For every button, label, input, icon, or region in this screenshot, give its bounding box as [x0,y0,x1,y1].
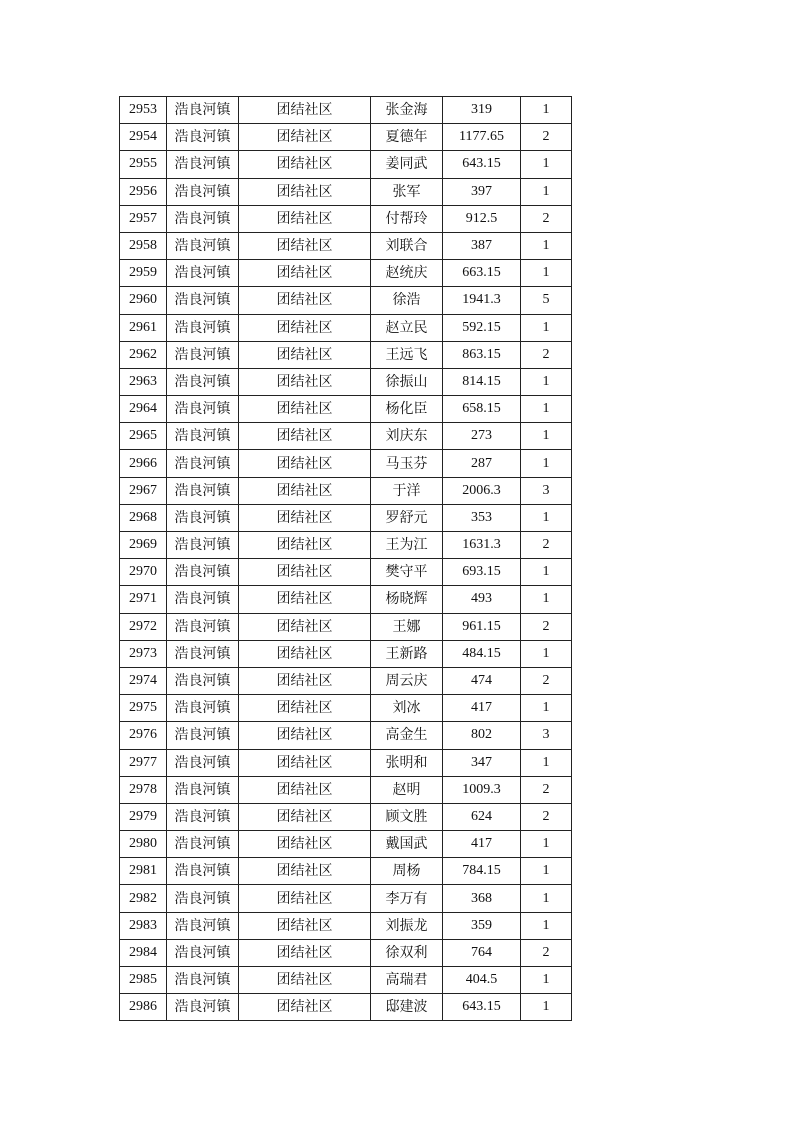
cell-person-name: 张金海 [371,97,443,124]
cell-person-name: 付帮玲 [371,205,443,232]
cell-household-size: 1 [521,885,572,912]
cell-town: 浩良河镇 [167,749,239,776]
cell-town: 浩良河镇 [167,885,239,912]
table-row [120,722,572,749]
cell-community: 团结社区 [239,885,371,912]
cell-household-size: 1 [521,232,572,259]
cell-community: 团结社区 [239,504,371,531]
table-row [120,885,572,912]
cell-serial-number: 2956 [120,178,167,205]
cell-amount: 624 [443,803,521,830]
cell-serial-number: 2965 [120,423,167,450]
cell-community: 团结社区 [239,722,371,749]
cell-town: 浩良河镇 [167,205,239,232]
cell-amount: 1941.3 [443,287,521,314]
cell-household-size: 3 [521,722,572,749]
cell-town: 浩良河镇 [167,178,239,205]
cell-household-size: 1 [521,97,572,124]
cell-household-size: 1 [521,260,572,287]
table-row [120,803,572,830]
cell-person-name: 赵立民 [371,314,443,341]
cell-amount: 814.15 [443,368,521,395]
cell-amount: 368 [443,885,521,912]
cell-serial-number: 2955 [120,151,167,178]
cell-person-name: 高金生 [371,722,443,749]
cell-town: 浩良河镇 [167,803,239,830]
cell-serial-number: 2978 [120,776,167,803]
cell-community: 团结社区 [239,803,371,830]
cell-town: 浩良河镇 [167,314,239,341]
cell-town: 浩良河镇 [167,613,239,640]
cell-town: 浩良河镇 [167,695,239,722]
cell-household-size: 2 [521,532,572,559]
cell-amount: 319 [443,97,521,124]
cell-household-size: 1 [521,967,572,994]
cell-amount: 961.15 [443,613,521,640]
cell-amount: 493 [443,586,521,613]
table-row [120,341,572,368]
cell-community: 团结社区 [239,912,371,939]
table-row [120,477,572,504]
cell-town: 浩良河镇 [167,287,239,314]
cell-amount: 764 [443,939,521,966]
cell-serial-number: 2976 [120,722,167,749]
cell-person-name: 戴国武 [371,831,443,858]
table-row [120,314,572,341]
cell-town: 浩良河镇 [167,532,239,559]
roster-table [119,96,572,1021]
cell-town: 浩良河镇 [167,722,239,749]
table-row [120,97,572,124]
table-row [120,205,572,232]
cell-serial-number: 2962 [120,341,167,368]
cell-town: 浩良河镇 [167,232,239,259]
cell-person-name: 张军 [371,178,443,205]
cell-household-size: 1 [521,314,572,341]
table-row [120,586,572,613]
cell-serial-number: 2967 [120,477,167,504]
cell-household-size: 1 [521,749,572,776]
cell-person-name: 张明和 [371,749,443,776]
cell-serial-number: 2979 [120,803,167,830]
cell-town: 浩良河镇 [167,97,239,124]
cell-person-name: 马玉芬 [371,450,443,477]
cell-person-name: 罗舒元 [371,504,443,531]
cell-person-name: 樊守平 [371,559,443,586]
cell-household-size: 2 [521,205,572,232]
cell-person-name: 邸建波 [371,994,443,1021]
table-row [120,967,572,994]
cell-person-name: 夏德年 [371,124,443,151]
cell-town: 浩良河镇 [167,368,239,395]
cell-household-size: 2 [521,939,572,966]
cell-amount: 353 [443,504,521,531]
cell-person-name: 李万有 [371,885,443,912]
cell-person-name: 姜同武 [371,151,443,178]
cell-town: 浩良河镇 [167,396,239,423]
cell-community: 团结社区 [239,368,371,395]
cell-household-size: 1 [521,695,572,722]
table-row [120,994,572,1021]
cell-household-size: 1 [521,151,572,178]
cell-household-size: 1 [521,994,572,1021]
cell-town: 浩良河镇 [167,423,239,450]
cell-household-size: 2 [521,341,572,368]
cell-serial-number: 2959 [120,260,167,287]
cell-person-name: 赵统庆 [371,260,443,287]
cell-amount: 474 [443,667,521,694]
cell-household-size: 1 [521,912,572,939]
cell-serial-number: 2973 [120,640,167,667]
table-row [120,260,572,287]
cell-serial-number: 2977 [120,749,167,776]
cell-town: 浩良河镇 [167,586,239,613]
cell-household-size: 1 [521,586,572,613]
cell-community: 团结社区 [239,477,371,504]
cell-community: 团结社区 [239,287,371,314]
table-row [120,831,572,858]
cell-serial-number: 2982 [120,885,167,912]
cell-town: 浩良河镇 [167,912,239,939]
cell-community: 团结社区 [239,967,371,994]
cell-person-name: 刘庆东 [371,423,443,450]
cell-serial-number: 2985 [120,967,167,994]
table-row [120,504,572,531]
cell-household-size: 2 [521,667,572,694]
cell-household-size: 2 [521,776,572,803]
cell-serial-number: 2958 [120,232,167,259]
cell-amount: 417 [443,831,521,858]
table-row [120,368,572,395]
cell-town: 浩良河镇 [167,450,239,477]
cell-community: 团结社区 [239,178,371,205]
table-row [120,613,572,640]
cell-person-name: 王娜 [371,613,443,640]
cell-community: 团结社区 [239,858,371,885]
cell-household-size: 1 [521,559,572,586]
cell-amount: 784.15 [443,858,521,885]
cell-amount: 484.15 [443,640,521,667]
table-row [120,749,572,776]
cell-person-name: 王为江 [371,532,443,559]
cell-serial-number: 2986 [120,994,167,1021]
cell-serial-number: 2975 [120,695,167,722]
cell-amount: 387 [443,232,521,259]
cell-community: 团结社区 [239,749,371,776]
cell-town: 浩良河镇 [167,967,239,994]
cell-serial-number: 2960 [120,287,167,314]
cell-community: 团结社区 [239,640,371,667]
cell-person-name: 徐双利 [371,939,443,966]
table-row [120,232,572,259]
cell-amount: 912.5 [443,205,521,232]
cell-serial-number: 2981 [120,858,167,885]
cell-community: 团结社区 [239,423,371,450]
cell-person-name: 赵明 [371,776,443,803]
table-row [120,667,572,694]
cell-town: 浩良河镇 [167,151,239,178]
cell-community: 团结社区 [239,124,371,151]
cell-town: 浩良河镇 [167,640,239,667]
cell-person-name: 杨化臣 [371,396,443,423]
cell-community: 团结社区 [239,667,371,694]
cell-amount: 1177.65 [443,124,521,151]
table-row [120,450,572,477]
cell-community: 团结社区 [239,939,371,966]
cell-person-name: 周云庆 [371,667,443,694]
cell-town: 浩良河镇 [167,858,239,885]
table-row [120,287,572,314]
cell-household-size: 2 [521,124,572,151]
cell-serial-number: 2984 [120,939,167,966]
cell-serial-number: 2970 [120,559,167,586]
cell-community: 团结社区 [239,205,371,232]
roster-table-body [120,97,572,1021]
table-row [120,124,572,151]
cell-community: 团结社区 [239,559,371,586]
cell-amount: 693.15 [443,559,521,586]
table-row [120,423,572,450]
cell-amount: 643.15 [443,994,521,1021]
cell-household-size: 1 [521,178,572,205]
cell-serial-number: 2972 [120,613,167,640]
cell-amount: 417 [443,695,521,722]
cell-community: 团结社区 [239,613,371,640]
cell-person-name: 刘联合 [371,232,443,259]
cell-town: 浩良河镇 [167,667,239,694]
table-row [120,912,572,939]
cell-community: 团结社区 [239,586,371,613]
cell-amount: 643.15 [443,151,521,178]
cell-household-size: 1 [521,368,572,395]
cell-town: 浩良河镇 [167,776,239,803]
cell-household-size: 5 [521,287,572,314]
cell-person-name: 周杨 [371,858,443,885]
cell-household-size: 3 [521,477,572,504]
table-row [120,776,572,803]
cell-serial-number: 2968 [120,504,167,531]
cell-amount: 397 [443,178,521,205]
table-row [120,858,572,885]
cell-community: 团结社区 [239,260,371,287]
table-row [120,178,572,205]
cell-person-name: 高瑞君 [371,967,443,994]
table-row [120,532,572,559]
cell-town: 浩良河镇 [167,939,239,966]
table-row [120,640,572,667]
cell-person-name: 王新路 [371,640,443,667]
cell-community: 团结社区 [239,151,371,178]
cell-community: 团结社区 [239,314,371,341]
cell-amount: 359 [443,912,521,939]
cell-serial-number: 2963 [120,368,167,395]
cell-person-name: 杨晓辉 [371,586,443,613]
table-row [120,695,572,722]
cell-serial-number: 2980 [120,831,167,858]
cell-town: 浩良河镇 [167,477,239,504]
cell-community: 团结社区 [239,831,371,858]
cell-person-name: 徐振山 [371,368,443,395]
cell-serial-number: 2974 [120,667,167,694]
cell-serial-number: 2957 [120,205,167,232]
table-row [120,396,572,423]
cell-amount: 592.15 [443,314,521,341]
cell-community: 团结社区 [239,776,371,803]
cell-town: 浩良河镇 [167,994,239,1021]
table-row [120,559,572,586]
cell-town: 浩良河镇 [167,260,239,287]
cell-household-size: 1 [521,831,572,858]
cell-serial-number: 2953 [120,97,167,124]
cell-household-size: 1 [521,450,572,477]
cell-household-size: 1 [521,423,572,450]
cell-serial-number: 2964 [120,396,167,423]
cell-amount: 663.15 [443,260,521,287]
cell-serial-number: 2983 [120,912,167,939]
cell-amount: 273 [443,423,521,450]
cell-community: 团结社区 [239,994,371,1021]
cell-town: 浩良河镇 [167,831,239,858]
cell-community: 团结社区 [239,341,371,368]
cell-serial-number: 2971 [120,586,167,613]
cell-amount: 802 [443,722,521,749]
cell-community: 团结社区 [239,532,371,559]
cell-amount: 658.15 [443,396,521,423]
cell-household-size: 2 [521,803,572,830]
cell-household-size: 1 [521,640,572,667]
cell-household-size: 2 [521,613,572,640]
cell-town: 浩良河镇 [167,504,239,531]
cell-town: 浩良河镇 [167,559,239,586]
cell-amount: 1631.3 [443,532,521,559]
cell-amount: 863.15 [443,341,521,368]
cell-amount: 347 [443,749,521,776]
cell-household-size: 1 [521,858,572,885]
cell-person-name: 顾文胜 [371,803,443,830]
cell-community: 团结社区 [239,396,371,423]
cell-amount: 404.5 [443,967,521,994]
cell-amount: 287 [443,450,521,477]
cell-person-name: 王远飞 [371,341,443,368]
cell-serial-number: 2966 [120,450,167,477]
cell-serial-number: 2961 [120,314,167,341]
table-row [120,939,572,966]
cell-serial-number: 2954 [120,124,167,151]
cell-amount: 1009.3 [443,776,521,803]
cell-community: 团结社区 [239,695,371,722]
cell-person-name: 刘冰 [371,695,443,722]
cell-community: 团结社区 [239,450,371,477]
table-row [120,151,572,178]
cell-household-size: 1 [521,504,572,531]
cell-town: 浩良河镇 [167,341,239,368]
cell-community: 团结社区 [239,97,371,124]
cell-person-name: 于洋 [371,477,443,504]
cell-serial-number: 2969 [120,532,167,559]
cell-household-size: 1 [521,396,572,423]
cell-community: 团结社区 [239,232,371,259]
cell-person-name: 徐浩 [371,287,443,314]
cell-person-name: 刘振龙 [371,912,443,939]
cell-amount: 2006.3 [443,477,521,504]
cell-town: 浩良河镇 [167,124,239,151]
